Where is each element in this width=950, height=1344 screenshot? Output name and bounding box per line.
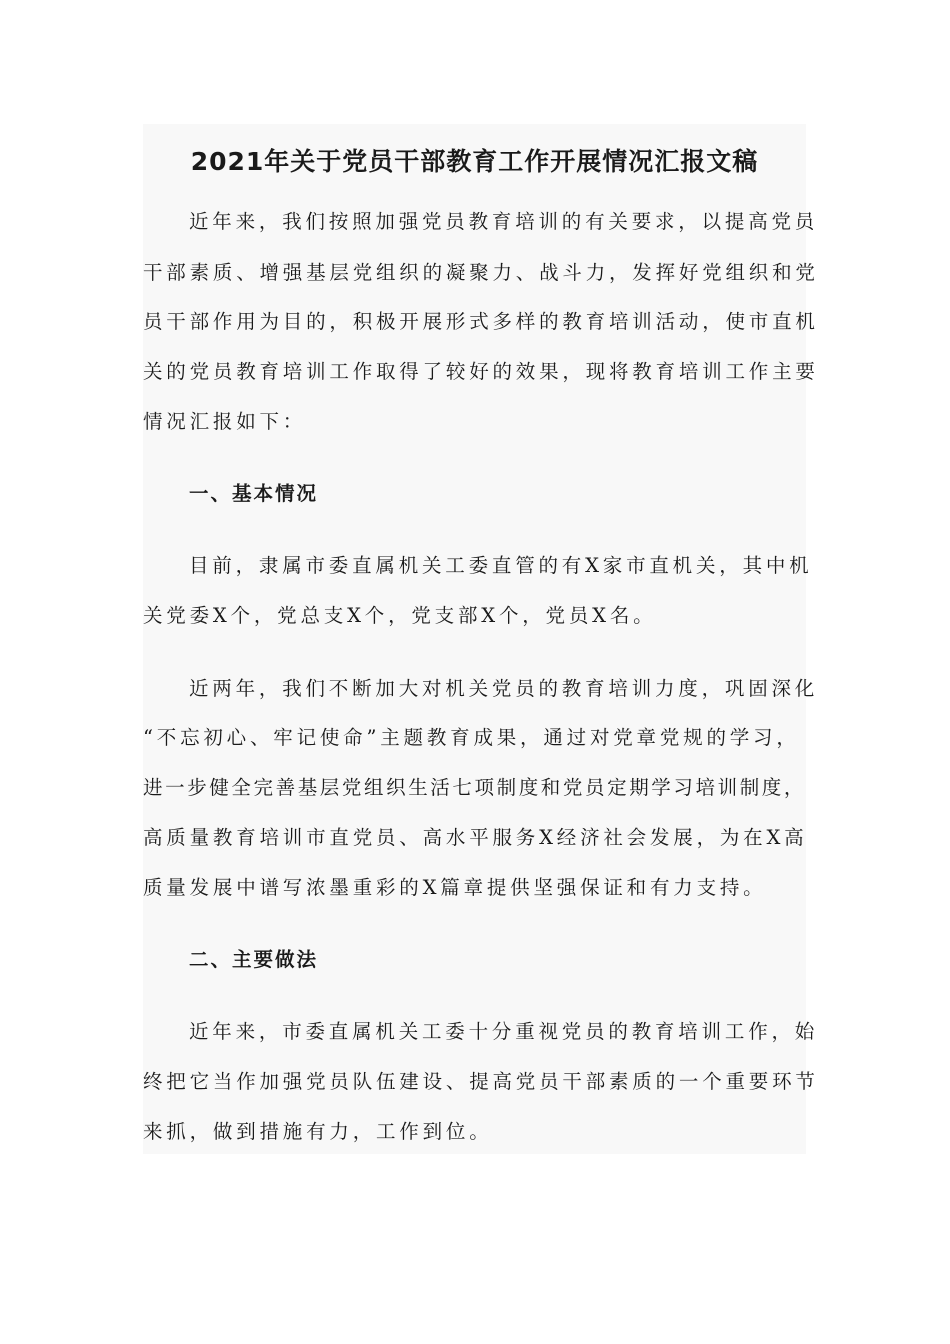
basic-line-2: 关党委X个，党总支X个，党支部X个，党员X名。 bbox=[143, 604, 657, 627]
intro-line-5: 情况汇报如下： bbox=[143, 410, 307, 433]
methods-line-1: 近年来，市委直属机关工委十分重视党员的教育培训工作，始 bbox=[189, 1020, 819, 1043]
progress-line-4: 高质量教育培训市直党员、高水平服务X经济社会发展，为在X高 bbox=[143, 826, 808, 849]
document-title: 2021年关于党员干部教育工作开展情况汇报文稿 bbox=[190, 147, 759, 176]
methods-line-2: 终把它当作加强党员队伍建设、提高党员干部素质的一个重要环节 bbox=[143, 1070, 819, 1093]
progress-line-5: 质量发展中谱写浓墨重彩的X篇章提供坚强保证和有力支持。 bbox=[143, 876, 767, 899]
methods-line-3: 来抓，做到措施有力，工作到位。 bbox=[143, 1120, 493, 1143]
intro-line-2: 干部素质、增强基层党组织的凝聚力、战斗力，发挥好党组织和党 bbox=[143, 261, 819, 284]
intro-line-4: 关的党员教育培训工作取得了较好的效果，现将教育培训工作主要 bbox=[143, 360, 819, 383]
intro-line-3: 员干部作用为目的，积极开展形式多样的教育培训活动，使市直机 bbox=[143, 310, 819, 333]
progress-line-1: 近两年，我们不断加大对机关党员的教育培训力度，巩固深化 bbox=[189, 677, 819, 700]
section-heading-methods: 二、主要做法 bbox=[189, 948, 319, 971]
document-page bbox=[143, 124, 819, 1154]
progress-line-3: 进一步健全完善基层党组织生活七项制度和党员定期学习培训制度， bbox=[143, 776, 807, 799]
intro-line-1: 近年来，我们按照加强党员教育培训的有关要求，以提高党员 bbox=[189, 210, 819, 233]
section-heading-basic: 一、基本情况 bbox=[189, 482, 319, 505]
basic-line-1: 目前，隶属市委直属机关工委直管的有X家市直机关，其中机 bbox=[189, 554, 813, 577]
progress-line-2: “不忘初心、牢记使命”主题教育成果，通过对党章党规的学习， bbox=[143, 726, 800, 749]
